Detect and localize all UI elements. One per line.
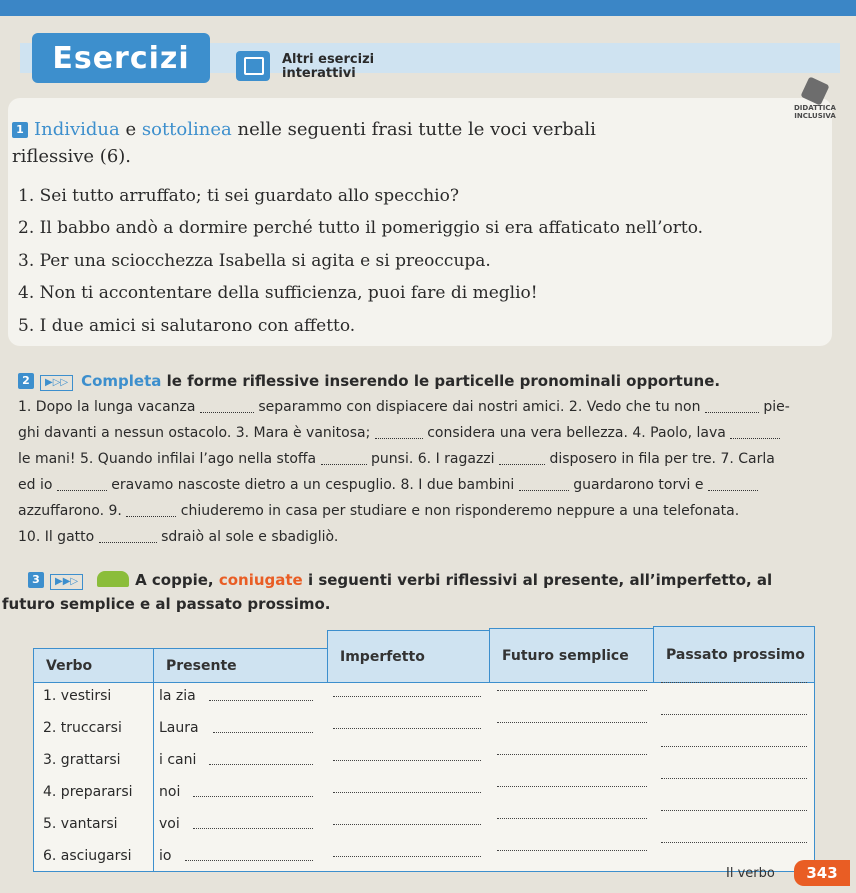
text-part: disposero in fila per tre. 7. Carla [545,451,775,467]
answer-line[interactable] [213,732,313,733]
exercise-1-title-cont: riflessive (6). [12,146,132,167]
text-line [18,472,818,498]
page-number: 343 [794,860,850,886]
verbo-column [33,682,155,872]
interactive-exercise-icon[interactable] [236,51,270,81]
sentence: 2. Il babbo andò a dormire perché tutto il pomeriggio si era affaticato nell’orto. [18,218,704,238]
blank-field[interactable] [321,454,367,465]
blank-field[interactable] [708,480,758,491]
text-line [18,446,818,472]
header-presente: Presente [153,648,329,684]
answer-line[interactable] [661,842,807,843]
exercise-number: 2 [18,373,34,389]
text-part: guardarono torvi e [568,477,708,493]
exercise-number: 1 [12,122,28,138]
answer-line[interactable] [193,828,313,829]
text-part: azzuffarono. 9. [18,503,127,519]
verb-row-label: 5. vantarsi [43,816,118,832]
title-text: le forme riflessive inserendo le particelle pronominali opportune. [161,372,721,390]
blank-field[interactable] [730,428,780,439]
subject-label: noi [159,784,181,800]
answer-line[interactable] [497,722,647,723]
didattica-inclusiva-badge [785,80,845,128]
text-part: ed io [18,477,57,493]
exercise-number: 3 [28,572,44,588]
text-part: 10. Il gatto [18,529,99,545]
verb-row-label: 2. truccarsi [43,720,122,736]
title-completa: Completa [81,372,162,390]
blank-field[interactable] [499,454,545,465]
verb-row-label: 4. prepararsi [43,784,133,800]
answer-line[interactable] [497,850,647,851]
section-title: Esercizi [32,33,210,83]
top-color-band [0,0,856,16]
answer-line[interactable] [497,786,647,787]
answer-line[interactable] [209,764,313,765]
blank-field[interactable] [705,402,759,413]
sentence: 5. I due amici si salutarono con affetto. [18,316,356,336]
blank-field[interactable] [375,428,423,439]
answer-line[interactable] [661,682,807,683]
exercise-2-title [18,368,818,394]
subject-label: io [159,848,172,864]
altri-esercizi-link[interactable] [282,53,374,81]
verb-row-label: 3. grattarsi [43,752,121,768]
blank-field[interactable] [57,480,107,491]
exercise-3-title [2,568,848,616]
answer-line[interactable] [333,824,481,825]
title-text: A coppie, [135,571,219,589]
exercise-1-title [12,117,596,143]
answer-line[interactable] [497,818,647,819]
text-line [18,394,818,420]
text-line [18,498,818,524]
answer-line[interactable] [497,754,647,755]
text-part: eravamo nascoste dietro a un cespuglio. 8. I due bambini [106,477,519,493]
badge-line2: INCLUSIVA [794,112,836,120]
text-part: chiuderemo in casa per studiare e non risponderemo neppure a una telefonata. [176,503,740,519]
difficulty-arrows-icon: ▶▶▷ [50,574,83,590]
header-passato-prossimo: Passato prossimo [653,626,815,684]
title-sottolinea: sottolinea [141,119,232,140]
text-part: punsi. 6. I ragazzi [366,451,499,467]
answer-line[interactable] [333,792,481,793]
answer-line[interactable] [661,778,807,779]
text-part: le mani! 5. Quando infilai l’ago nella stoffa [18,451,321,467]
answer-line[interactable] [185,860,313,861]
title-coniugate: coniugate [218,571,303,589]
blank-field[interactable] [126,506,176,517]
answer-line[interactable] [333,728,481,729]
title-text: nelle seguenti frasi tutte le voci verbali [231,119,596,140]
sentence: 1. Sei tutto arruffato; ti sei guardato allo specchio? [18,186,459,206]
blank-field[interactable] [200,402,254,413]
difficulty-arrows-icon: ▶▷▷ [40,375,73,391]
sentence: 3. Per una sciocchezza Isabella si agita e si preoccupa. [18,251,491,271]
conjugation-table [33,626,815,874]
exercise-3-title-line2: futuro semplice e al passato prossimo. [2,595,331,613]
altri-label-line2: interattivi [282,66,356,81]
answer-line[interactable] [333,696,481,697]
text-line [18,524,818,550]
text-part: considera una vera bellezza. 4. Paolo, lava [422,425,731,441]
answer-line[interactable] [661,746,807,747]
footer-section-label: Il verbo [726,866,775,881]
subject-label: i cani [159,752,197,768]
subject-label: Laura [159,720,199,736]
answer-area [153,682,815,872]
answer-line[interactable] [333,760,481,761]
exercise-2 [18,368,818,550]
badge-line1: DIDATTICA [794,104,836,112]
text-part: sdraiò al sole e sbadigliò. [156,529,339,545]
dice-icon [800,76,829,105]
title-text: e [119,119,142,140]
subject-label: la zia [159,688,196,704]
text-part: 1. Dopo la lunga vacanza [18,399,200,415]
exercise-3-title-line1 [28,568,848,592]
text-part: ghi davanti a nessun ostacolo. 3. Mara è vanitosa; [18,425,375,441]
header-verbo: Verbo [33,648,155,684]
subject-label: voi [159,816,180,832]
answer-line[interactable] [193,796,313,797]
sentence: 4. Non ti accontentare della sufficienza, puoi fare di meglio! [18,283,538,303]
header-imperfetto: Imperfetto [327,630,491,684]
verb-row-label: 1. vestirsi [43,688,112,704]
answer-line[interactable] [333,856,481,857]
text-part: separammo con dispiacere dai nostri amici. 2. Vedo che tu non [253,399,705,415]
verb-row-label: 6. asciugarsi [43,848,132,864]
answer-line[interactable] [661,810,807,811]
text-line [18,420,818,446]
answer-line[interactable] [209,700,313,701]
answer-line[interactable] [497,690,647,691]
blank-field[interactable] [99,532,157,543]
title-text: i seguenti verbi riflessivi al presente, all’imperfetto, al [302,571,773,589]
pair-work-icon [97,571,129,587]
altri-label-line1: Altri esercizi [282,52,375,67]
header-futuro-semplice: Futuro semplice [489,628,655,684]
text-part: pie- [758,399,790,415]
blank-field[interactable] [519,480,569,491]
page-header [20,33,856,85]
exercise-2-text [18,394,818,550]
answer-line[interactable] [661,714,807,715]
title-individua: Individua [34,119,120,140]
